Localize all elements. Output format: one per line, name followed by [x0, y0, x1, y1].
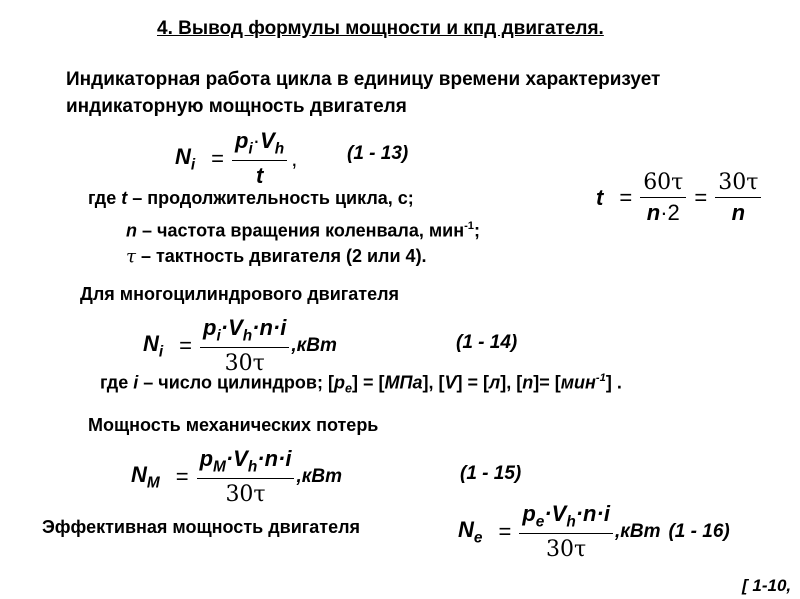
eq16-num-rest2: ·n·i: [575, 501, 610, 526]
eq16-lhs: N: [458, 516, 474, 542]
eq13-lhs-sub: i: [190, 155, 196, 173]
teq-fraction-2: [715, 170, 761, 226]
mech-loss-heading: Мощность механических потерь: [88, 415, 379, 435]
eq15-num-rest1: ·V: [225, 446, 248, 471]
eq16-denominator: [519, 533, 613, 562]
eq14-num-sub: i: [216, 327, 221, 345]
eq13-num-v: V: [260, 128, 275, 153]
where-i-min: мин: [560, 372, 596, 393]
eq13-lhs: N: [175, 143, 191, 169]
where-i-l: л: [489, 372, 501, 393]
eq16-num-rest1: ·V: [544, 501, 567, 526]
intro-line-2: индикаторную мощность двигателя: [66, 96, 407, 117]
eq15-numerator: [197, 446, 295, 478]
eq15-den: 30τ: [225, 482, 266, 508]
where-i-v: V: [444, 372, 457, 393]
where-i-p-sub: e: [344, 381, 352, 396]
eq14-num-rest2: ·n·i: [252, 315, 287, 340]
where-i-min-sup: -1: [595, 372, 606, 384]
where-n-end: ;: [474, 220, 481, 241]
where-tau-text: – тактность двигателя (2 или 4).: [135, 246, 427, 266]
eq14-num-rest1: ·V: [220, 315, 243, 340]
where-t-var: t: [121, 188, 128, 208]
where-i-var: i: [133, 372, 139, 393]
where-i-t3: ], [: [422, 372, 445, 393]
eq15-num: p: [199, 446, 214, 471]
teq-den2: n: [715, 197, 761, 226]
eq13-code: (1 - 13): [347, 143, 409, 164]
equation-1-14: [143, 315, 337, 376]
where-n-line: [126, 220, 480, 241]
equation-1-15: [131, 446, 342, 507]
eq13-comma: ,: [291, 145, 298, 171]
where-n-text: – частота вращения коленвала, мин: [137, 220, 465, 241]
teq-equals-1: =: [619, 185, 633, 210]
eq15-fraction: [197, 446, 295, 507]
where-t-text: – продолжительность цикла, с;: [127, 188, 414, 208]
where-i-line: [100, 372, 622, 396]
eq16-num-rest1-sub: h: [566, 513, 576, 531]
where-i-t6: ]= [: [533, 372, 561, 393]
page-title: 4. Вывод формулы мощности и кпд двигателя.: [157, 18, 604, 39]
multi-cylinder-heading: Для многоцилиндрового двигателя: [80, 284, 400, 304]
eq13-num-v-sub: h: [274, 140, 285, 158]
eq16-num: p: [522, 501, 536, 526]
reference-note: [ 1-10,: [742, 576, 792, 595]
eq15-denominator: [197, 478, 295, 507]
eq15-num-rest2: ·n·i: [257, 446, 292, 471]
eq16-num-sub: е: [535, 513, 545, 531]
eq14-numerator: [200, 315, 289, 347]
where-i-t2: ] = [: [352, 372, 385, 393]
eq15-unit: ,кВт: [296, 465, 342, 487]
where-tau-var: τ: [126, 246, 136, 267]
teq-den1: [640, 197, 686, 226]
teq-den1-n: n: [646, 200, 661, 225]
where-i-t1: – число цилиндров; [: [138, 372, 334, 393]
where-n-var: n: [126, 220, 137, 241]
teq-lhs: t: [596, 185, 604, 210]
equation-1-16: [458, 501, 730, 562]
eq16-unit: ,кВт: [614, 520, 661, 542]
eq15-lhs-sub: М: [146, 473, 160, 491]
eq13-num-p: p: [235, 128, 249, 153]
eq16-lhs-sub: е: [473, 528, 483, 546]
eq15-code: (1 - 15): [460, 463, 522, 484]
where-n-sup: -1: [464, 220, 475, 232]
eq15-num-rest1-sub: h: [247, 458, 258, 476]
where-t-line: [88, 188, 414, 209]
eq14-lhs-sub: i: [158, 342, 164, 360]
where-i-n: n: [522, 372, 534, 393]
where-i-mpa: МПа: [384, 372, 423, 393]
equation-t: [596, 170, 761, 226]
eq16-den: 30τ: [546, 537, 587, 563]
where-i-p: p: [333, 372, 345, 393]
eq13-equals: =: [211, 145, 225, 171]
teq-num2: 30τ: [718, 170, 759, 195]
eq13-numerator: [232, 128, 287, 160]
intro-line-1: Индикаторная работа цикла в единицу времени характеризует: [66, 69, 661, 90]
eq15-num-sub: М: [213, 458, 226, 476]
eq14-unit: ,кВт: [291, 334, 337, 356]
teq-den1-rest: ·2: [660, 200, 680, 225]
eq13-num-p-sub: i: [248, 140, 253, 158]
teq-fraction-1: [640, 170, 686, 226]
effective-power-heading: Эффективная мощность двигателя: [42, 517, 361, 537]
eq14-num: p: [203, 315, 217, 340]
eq14-fraction: [200, 315, 289, 376]
where-i-t7: ] .: [605, 372, 622, 393]
eq14-lhs: N: [143, 330, 159, 356]
eq16-numerator: [519, 501, 613, 533]
eq16-fraction: [519, 501, 613, 562]
eq16-code: (1 - 16): [668, 520, 730, 542]
where-tau-line: [126, 246, 427, 267]
eq13-num-dot: ·: [252, 128, 261, 153]
eq15-lhs: N: [131, 461, 147, 487]
teq-num1: 60τ: [643, 170, 684, 195]
intro-paragraph: [66, 66, 660, 120]
eq14-code: (1 - 14): [456, 332, 518, 353]
where-i-t5: ], [: [500, 372, 523, 393]
equation-1-13: [175, 128, 297, 189]
eq14-num-rest1-sub: h: [242, 327, 253, 345]
where-i-lead: где: [100, 372, 134, 393]
eq13-denominator: t: [232, 160, 287, 189]
eq15-equals: =: [175, 463, 189, 489]
where-t-lead: где: [88, 188, 122, 208]
eq14-equals: =: [179, 332, 193, 358]
where-i-t4: ] = [: [456, 372, 489, 393]
eq14-den: 30τ: [224, 351, 265, 377]
eq16-equals: =: [498, 518, 512, 544]
teq-equals-2: =: [694, 185, 708, 210]
eq13-fraction: [232, 128, 287, 189]
